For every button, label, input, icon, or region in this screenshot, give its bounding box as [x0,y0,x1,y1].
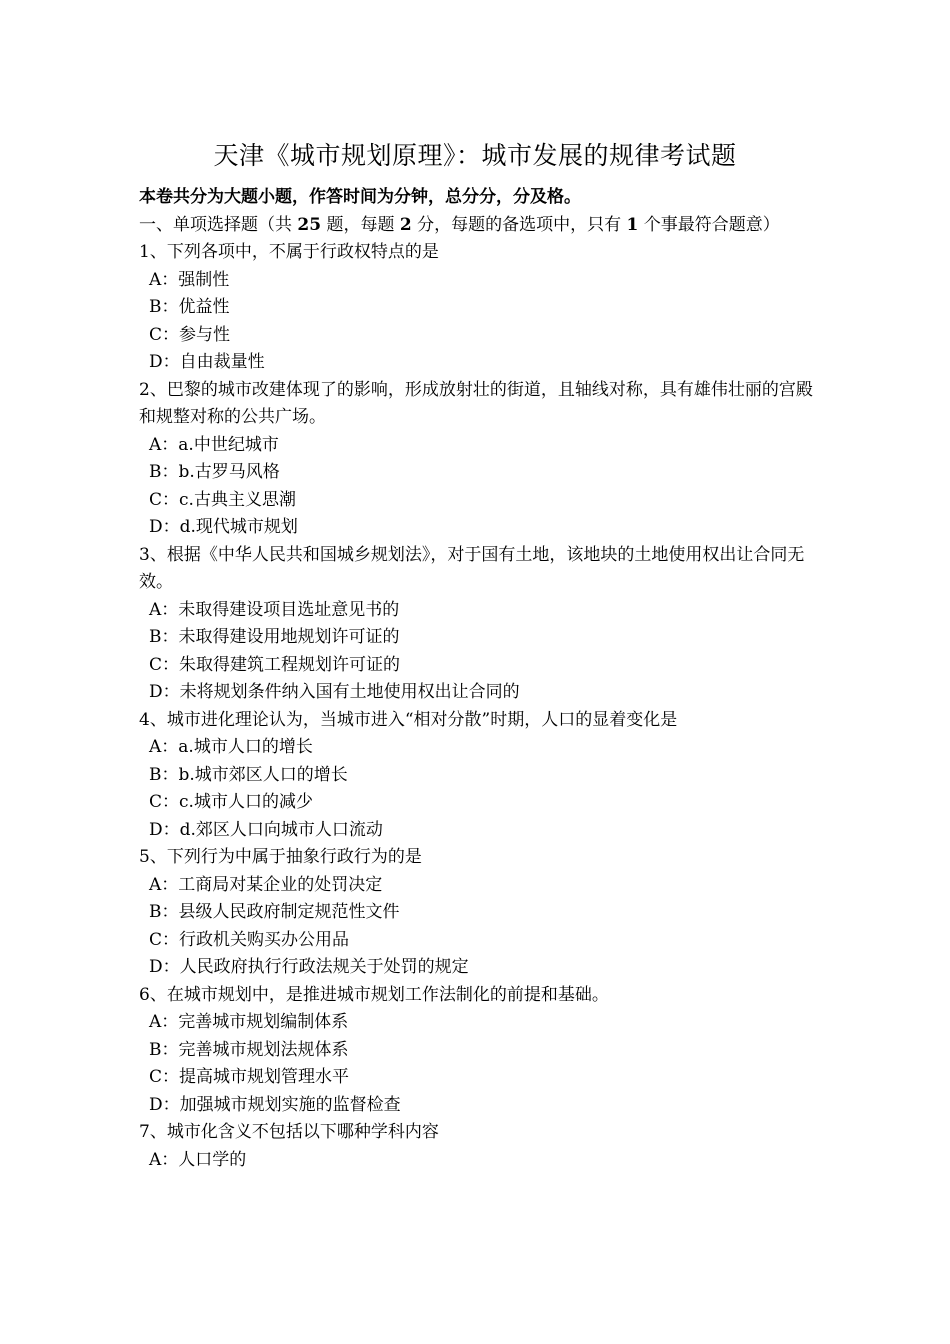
option-letter: C： [149,1067,180,1087]
option-letter: C： [149,792,180,812]
option-letter: A： [149,737,179,757]
option-letter: B： [149,902,179,922]
option-letter: C： [149,654,180,675]
option-letter: D： [149,517,180,537]
option-letter: A： [149,874,179,895]
option-letter: A： [149,1149,179,1170]
option-letter: A： [149,599,179,620]
option-text: 人口学的 [178,1149,247,1170]
option-text: 优益性 [178,297,230,317]
option-text: 提高城市规划管理水平 [179,1067,350,1087]
exam-intro: 本卷共分为大题小题，作答时间为分钟，总分分，分及格。 [139,187,581,207]
option-letter: B： [149,297,179,317]
option-letter: B： [149,764,179,785]
question-text: 4、城市进化理论认为，当城市进入“相对分散”时期，人口的显着变化是 [139,709,678,730]
option-text: 未取得建设用地规划许可证的 [178,627,400,647]
question-3 [139,542,819,707]
question-score: 2 [399,214,412,235]
option-a [139,432,819,460]
option-d [139,1092,819,1120]
option-text: a.中世纪城市 [178,434,279,455]
question-count: 25 [297,214,322,235]
option-text: a.城市人口的增长 [178,737,313,757]
section-heading [139,212,819,240]
option-c [139,487,819,515]
question-1 [139,239,819,377]
option-b [139,1037,819,1065]
question-7 [139,1119,819,1174]
question-5 [139,844,819,982]
section-heading-part: 分，每题的备选项中，只有 [411,214,627,235]
option-letter: B： [149,627,179,647]
option-text: d.现代城市规划 [179,517,298,537]
option-a [139,872,819,900]
option-letter: D： [149,1094,180,1115]
option-letter: A： [149,1012,179,1032]
option-b [139,624,819,652]
question-2 [139,377,819,542]
option-b [139,899,819,927]
option-text: 自由裁量性 [179,352,265,372]
option-letter: D： [149,352,180,372]
option-letter: C： [149,929,180,950]
correct-option-count: 1 [626,214,639,235]
option-letter: D： [149,682,180,702]
option-text: 工商局对某企业的处罚决定 [178,874,383,895]
option-c [139,322,819,350]
section-heading-part: 一、单项选择题（共 [139,214,298,235]
option-text: b.古罗马风格 [178,462,280,482]
option-letter: C： [149,489,180,510]
document-body [139,184,819,1174]
option-letter: A： [149,434,179,455]
option-a [139,1147,819,1175]
question-4 [139,707,819,845]
question-6 [139,982,819,1120]
option-letter: B： [149,1039,179,1060]
option-letter: C： [149,324,180,345]
option-letter: D： [149,957,180,977]
option-c [139,1064,819,1092]
option-text: 强制性 [178,269,230,290]
option-text: 加强城市规划实施的监督检查 [179,1094,401,1115]
option-d [139,817,819,845]
option-text: 行政机关购买办公用品 [179,929,350,950]
document-title: 天津《城市规划原理》：城市发展的规律考试题 [213,141,737,170]
option-d [139,679,819,707]
option-d [139,349,819,377]
option-text: d.郊区人口向城市人口流动 [179,819,383,840]
option-text: c.城市人口的减少 [179,792,313,812]
option-c [139,927,819,955]
option-d [139,954,819,982]
option-c [139,652,819,680]
option-b [139,294,819,322]
option-text: 参与性 [179,324,231,345]
question-text: 6、在城市规划中，是推进城市规划工作法制化的前提和基础。 [139,984,609,1005]
option-a [139,1009,819,1037]
option-letter: B： [149,462,179,482]
option-text: b.城市郊区人口的增长 [178,764,348,785]
question-text: 3、根据《中华人民共和国城乡规划法》，对于国有土地，该地块的土地使用权出让合同无效。 [139,544,805,592]
option-text: c.古典主义思潮 [179,489,296,510]
option-text: 完善城市规划编制体系 [178,1012,349,1032]
question-text: 7、城市化含义不包括以下哪种学科内容 [139,1122,439,1142]
option-b [139,762,819,790]
option-a [139,734,819,762]
option-text: 县级人民政府制定规范性文件 [178,902,400,922]
option-d [139,514,819,542]
option-text: 朱取得建筑工程规划许可证的 [179,654,401,675]
option-c [139,789,819,817]
question-text: 2、巴黎的城市改建体现了的影响，形成放射壮的街道，且轴线对称，具有雄伟壮丽的宫殿和规整对称的公共广场。 [139,379,813,427]
question-text: 1、下列各项中，不属于行政权特点的是 [139,242,439,262]
option-a [139,267,819,295]
option-a [139,597,819,625]
option-text: 完善城市规划法规体系 [178,1039,349,1060]
option-letter: A： [149,269,179,290]
option-text: 未将规划条件纳入国有土地使用权出让合同的 [179,682,520,702]
option-text: 未取得建设项目选址意见书的 [178,599,400,620]
section-heading-part: 题，每题 [321,214,400,235]
question-text: 5、下列行为中属于抽象行政行为的是 [139,847,422,867]
section-heading-part: 个事最符合题意） [638,214,780,235]
option-letter: D： [149,819,180,840]
option-b [139,459,819,487]
option-text: 人民政府执行行政法规关于处罚的规定 [179,957,469,977]
